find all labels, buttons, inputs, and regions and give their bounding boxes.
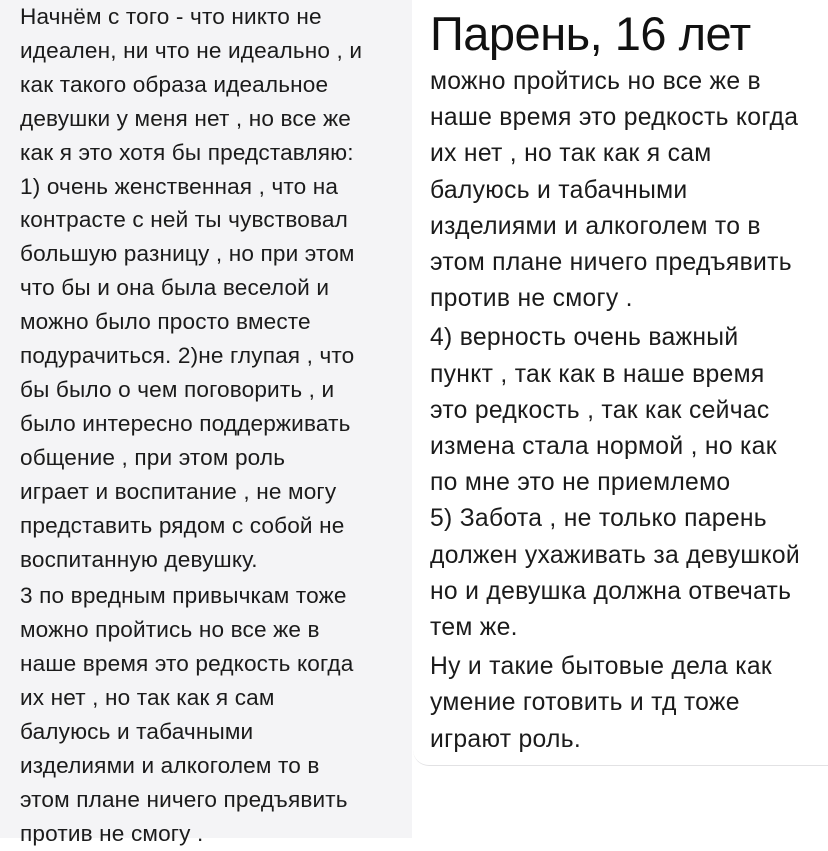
right-paragraph-2 (430, 320, 828, 501)
left-message-text (20, 0, 412, 851)
text-line: можно было просто вместе (20, 309, 311, 335)
text-line: как я это хотя бы представляю: (20, 139, 354, 165)
text-line: измена стала нормой , но как (430, 433, 777, 461)
text-line: воспитанную девушку. (20, 546, 258, 572)
text-line: против не смогу . (430, 285, 633, 313)
text-line: девушки у меня нет , но все же (20, 105, 351, 131)
text-line: контрасте с ней ты чувствовал (20, 207, 348, 233)
text-line: против не смогу . (20, 820, 204, 846)
text-line: можно пройтись но все же в (20, 617, 320, 643)
text-line: общение , при этом роль (20, 444, 286, 470)
right-paragraph-3 (430, 501, 828, 646)
text-line: как такого образа идеальное (20, 71, 329, 97)
text-line: тем же. (430, 614, 518, 642)
text-line: но и девушка должна отвечать (430, 577, 792, 605)
text-line: пункт , так как в наше время (430, 360, 765, 388)
text-line: умение готовить и тд тоже (430, 689, 740, 717)
page-title: Парень, 16 лет (430, 7, 751, 60)
text-line: их нет , но так как я сам (430, 140, 712, 168)
text-line: подурачиться. 2)не глупая , что (20, 343, 355, 369)
text-line: этом плане ничего предъявить (430, 249, 792, 277)
text-line: 4) верность очень важный (430, 324, 739, 352)
text-line: представить рядом с собой не (20, 512, 345, 538)
text-line: было интересно поддерживать (20, 410, 351, 436)
text-line: можно пройтись но все же в (430, 68, 761, 95)
right-paragraph-1 (430, 64, 828, 317)
text-line: наше время это редкость когда (20, 651, 354, 677)
text-line: изделиями и алкоголем то в (430, 212, 761, 240)
text-line: что бы и она была веселой и (20, 275, 330, 301)
text-line: 1) очень женственная , что на (20, 173, 339, 199)
text-line: их нет , но так как я сам (20, 685, 275, 711)
text-line: по мне это не приемлемо (430, 469, 731, 497)
text-line: бы было о чем поговорить , и (20, 376, 335, 402)
text-line: 3 по вредным привычкам тоже (20, 583, 347, 609)
right-message-text (430, 64, 828, 758)
right-paragraph-4 (430, 649, 828, 758)
text-line: должен ухаживать за девушкой (430, 541, 800, 569)
left-paragraph-2 (20, 579, 412, 850)
left-paragraph-1 (20, 0, 412, 576)
text-line: балуюсь и табачными (430, 176, 688, 204)
text-line: большую разницу , но при этом (20, 241, 355, 267)
right-message-panel (413, 0, 828, 766)
text-line: играют роль. (430, 725, 582, 753)
text-line: Начнём с того - что никто не (20, 4, 322, 29)
text-line: изделиями и алкоголем то в (20, 752, 320, 778)
text-line: идеален, ни что не идеально , и (20, 37, 363, 63)
text-line: балуюсь и табачными (20, 719, 254, 745)
text-line: играет и воспитание , не могу (20, 478, 337, 504)
text-line: этом плане ничего предъявить (20, 786, 348, 812)
left-message-panel (0, 0, 412, 846)
text-line: это редкость , так как сейчас (430, 396, 770, 424)
text-line: наше время это редкость когда (430, 104, 799, 132)
text-line: Ну и такие бытовые дела как (430, 653, 772, 681)
text-line: 5) Забота , не только парень (430, 505, 767, 533)
